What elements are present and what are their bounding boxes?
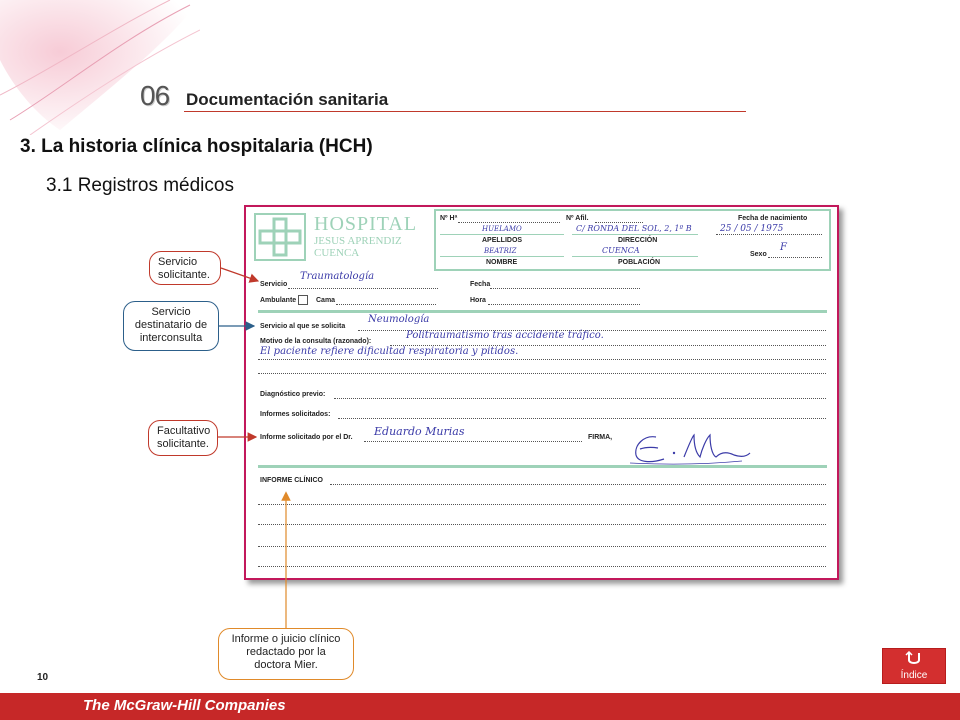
direccion-value: C/ RONDA DEL SOL, 2, 1º B	[576, 224, 692, 233]
logo-line-1: HOSPITAL	[314, 213, 418, 235]
motivo-label: Motivo de la consulta (razonado):	[260, 338, 372, 345]
servicio-value: Traumatología	[300, 271, 375, 282]
publisher-logo: The McGraw-Hill Companies	[83, 697, 286, 714]
footer-bar	[0, 693, 960, 720]
servicio-consulta-value: Neumología	[368, 314, 430, 325]
page-number: 10	[37, 672, 49, 683]
apellidos-label: APELLIDOS	[482, 237, 523, 244]
nombre-value: BEATRIZ	[484, 247, 517, 255]
logo-line-3: CUENCA	[314, 247, 360, 259]
informe-dr-label: Informe solicitado por el Dr.	[260, 434, 353, 441]
doctor-value: Eduardo Murias	[374, 425, 465, 438]
informe-clinico-label: INFORME CLÍNICO	[260, 477, 323, 484]
callout-informe: Informe o juicio clínico redactado por la doctora Mier.	[218, 628, 354, 680]
nafil-label: Nº Afil.	[566, 215, 589, 222]
logo-line-2: JESUS APRENDIZ	[314, 235, 402, 247]
chapter-number: 06	[140, 80, 170, 111]
cama-label: Cama	[316, 297, 336, 304]
hora-label: Hora	[470, 297, 486, 304]
sexo-label: Sexo	[750, 251, 767, 258]
fecha-nacimiento-label: Fecha de nacimiento	[738, 215, 808, 222]
callout-servicio-solicitante: Servicio solicitante.	[149, 251, 221, 285]
ambulante-label: Ambulante	[260, 297, 297, 304]
poblacion-label: POBLACIÓN	[618, 259, 660, 266]
poblacion-value: CUENCA	[602, 246, 640, 255]
servicio-label: Servicio	[260, 281, 288, 288]
nh-label: Nº Hª	[440, 215, 458, 222]
diagnostico-label: Diagnóstico previo:	[260, 391, 326, 398]
nombre-label: NOMBRE	[486, 259, 518, 266]
index-button[interactable]	[882, 648, 946, 684]
chapter-title: Documentación sanitaria	[186, 90, 389, 109]
sexo-value: F	[780, 242, 787, 253]
informes-label: Informes solicitados:	[260, 411, 331, 418]
arrow-servicio	[221, 268, 258, 281]
callout-facultativo: Facultativo solicitante.	[148, 420, 218, 456]
section-title: 3. La historia clínica hospitalaria (HCH)	[20, 136, 373, 157]
fecha-label: Fecha	[470, 281, 491, 288]
apellidos-value: HUELAMO	[482, 225, 522, 233]
servicio-consulta-label: Servicio al que se solicita	[260, 323, 346, 330]
return-arrow-icon	[905, 651, 923, 667]
index-label: Índice	[900, 670, 928, 681]
fecha-nacimiento-value: 25 / 05 / 1975	[720, 224, 784, 234]
motivo-value-1: Politraumatismo tras accidente tráfico.	[406, 330, 604, 341]
direccion-label: DIRECCIÓN	[618, 237, 658, 244]
callout-servicio-destinatario: Servicio destinatario de interconsulta	[123, 301, 219, 351]
motivo-value-2: El paciente refiere dificultad respiratoria y pitidos.	[260, 346, 519, 357]
subsection-title: 3.1 Registros médicos	[46, 175, 234, 196]
firma-label: FIRMA,	[588, 434, 613, 441]
